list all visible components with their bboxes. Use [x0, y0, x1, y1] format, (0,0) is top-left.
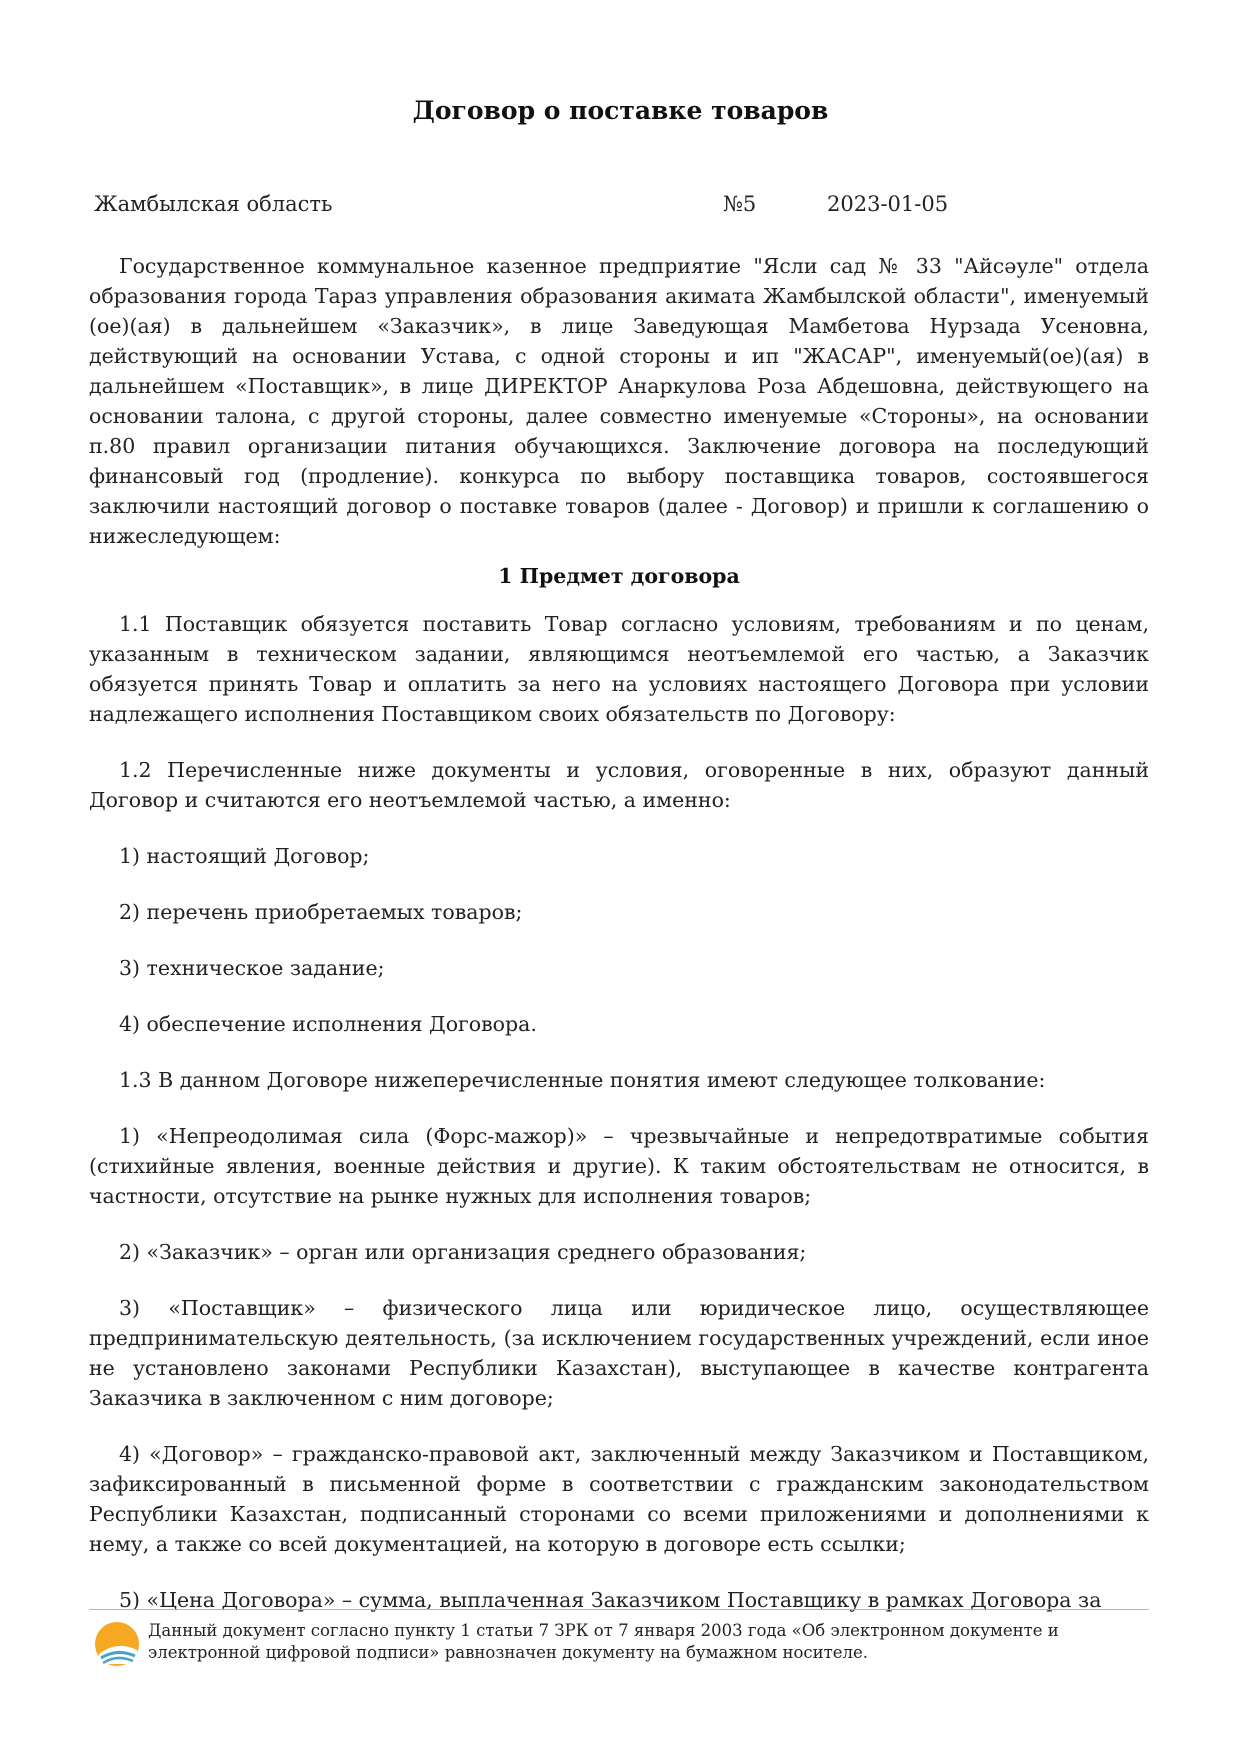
list-item: 1) настоящий Договор;	[119, 844, 370, 868]
list-item: 2) перечень приобретаемых товаров;	[119, 900, 523, 924]
document-number: №5	[723, 192, 757, 216]
section-heading: 1 Предмет договора	[498, 564, 740, 588]
term-item: 2) «Заказчик» – орган или организация среднего образования;	[119, 1240, 807, 1264]
term-item: 1) «Непреодолимая сила (Форс-мажор)» – чрезвычайные и непредотвратимые события (стихийные явления, военные действия и другие). К таким обстоятельствам не относится, в частности, отсутствие на рынке нужных для исполнения товаров;	[89, 1124, 1149, 1208]
list-item: 3) техническое задание;	[119, 956, 385, 980]
preamble-paragraph: Государственное коммунальное казенное предприятие "Ясли сад № 33 "Айсәуле" отдела образования города Тараз управления образования акимата Жамбылской области", именуемый (ое)(ая) в дальнейшем «Заказчик», в лице Заведующая Мамбетова Нурзада Усеновна, действующий на основании Устава, с одной стороны и ип "ЖАСАР", именуемый(ое)(ая) в дальнейшем «Поставщик», в лице ДИРЕКТОР Анаркулова Роза Абдешовна, действующего на основании талона, с другой стороны, далее совместно именуемые «Стороны», на основании п.80 правил организации питания обучающихся. Заключение договора на последующий финансовый год (продление). конкурса по выбору поставщика товаров, состоявшегося заключили настоящий договор о поставке товаров (далее - Договор) и пришли к соглашению о нижеследующем:	[89, 254, 1149, 548]
footer	[89, 1609, 1149, 1662]
legal-notice-line: Данный документ согласно пункту 1 статьи 7 ЗРК от 7 января 2003 года «Об электронном документе и	[148, 1621, 1059, 1640]
document-date: 2023-01-05	[827, 192, 949, 216]
sun-logo-icon	[93, 1620, 141, 1668]
document-body	[89, 251, 1149, 1615]
term-item: 5) «Цена Договора» – сумма, выплаченная Заказчиком Поставщику в рамках Договора за	[119, 1588, 1102, 1612]
term-item: 4) «Договор» – гражданско-правовой акт, заключенный между Заказчиком и Поставщиком, зафиксированный в письменной форме в соответствии с гражданским законодательством Республики Казахстан, подписанный сторонами со всеми приложениями и дополнениями к нему, а также со всей документацией, на которую в договоре есть ссылки;	[89, 1442, 1149, 1556]
list-item: 4) обеспечение исполнения Договора.	[119, 1012, 537, 1036]
clause-1-3: 1.3 В данном Договоре нижеперечисленные понятия имеют следующее толкование:	[119, 1068, 1046, 1092]
document-title: Договор о поставке товаров	[412, 96, 829, 125]
legal-notice-line: электронной цифровой подписи» равнозначен документу на бумажном носителе.	[148, 1643, 869, 1662]
document-region: Жамбылская область	[94, 192, 333, 216]
clause-1-1: 1.1 Поставщик обязуется поставить Товар согласно условиям, требованиям и по ценам, указанным в техническом задании, являющимся неотъемлемой его частью, а Заказчик обязуется принять Товар и оплатить за него на условиях настоящего Договора при условии надлежащего исполнения Поставщиком своих обязательств по Договору:	[89, 612, 1149, 726]
term-item: 3) «Поставщик» – физического лица или юридическое лицо, осуществляющее предпринимательскую деятельность, (за исключением государственных учреждений, если иное не установлено законами Республики Казахстан), выступающее в качестве контрагента Заказчика в заключенном с ним договоре;	[89, 1296, 1149, 1410]
legal-notice	[148, 1620, 1148, 1664]
clause-1-2: 1.2 Перечисленные ниже документы и условия, оговоренные в них, образуют данный Договор и считаются его неотъемлемой частью, а именно:	[89, 758, 1149, 812]
